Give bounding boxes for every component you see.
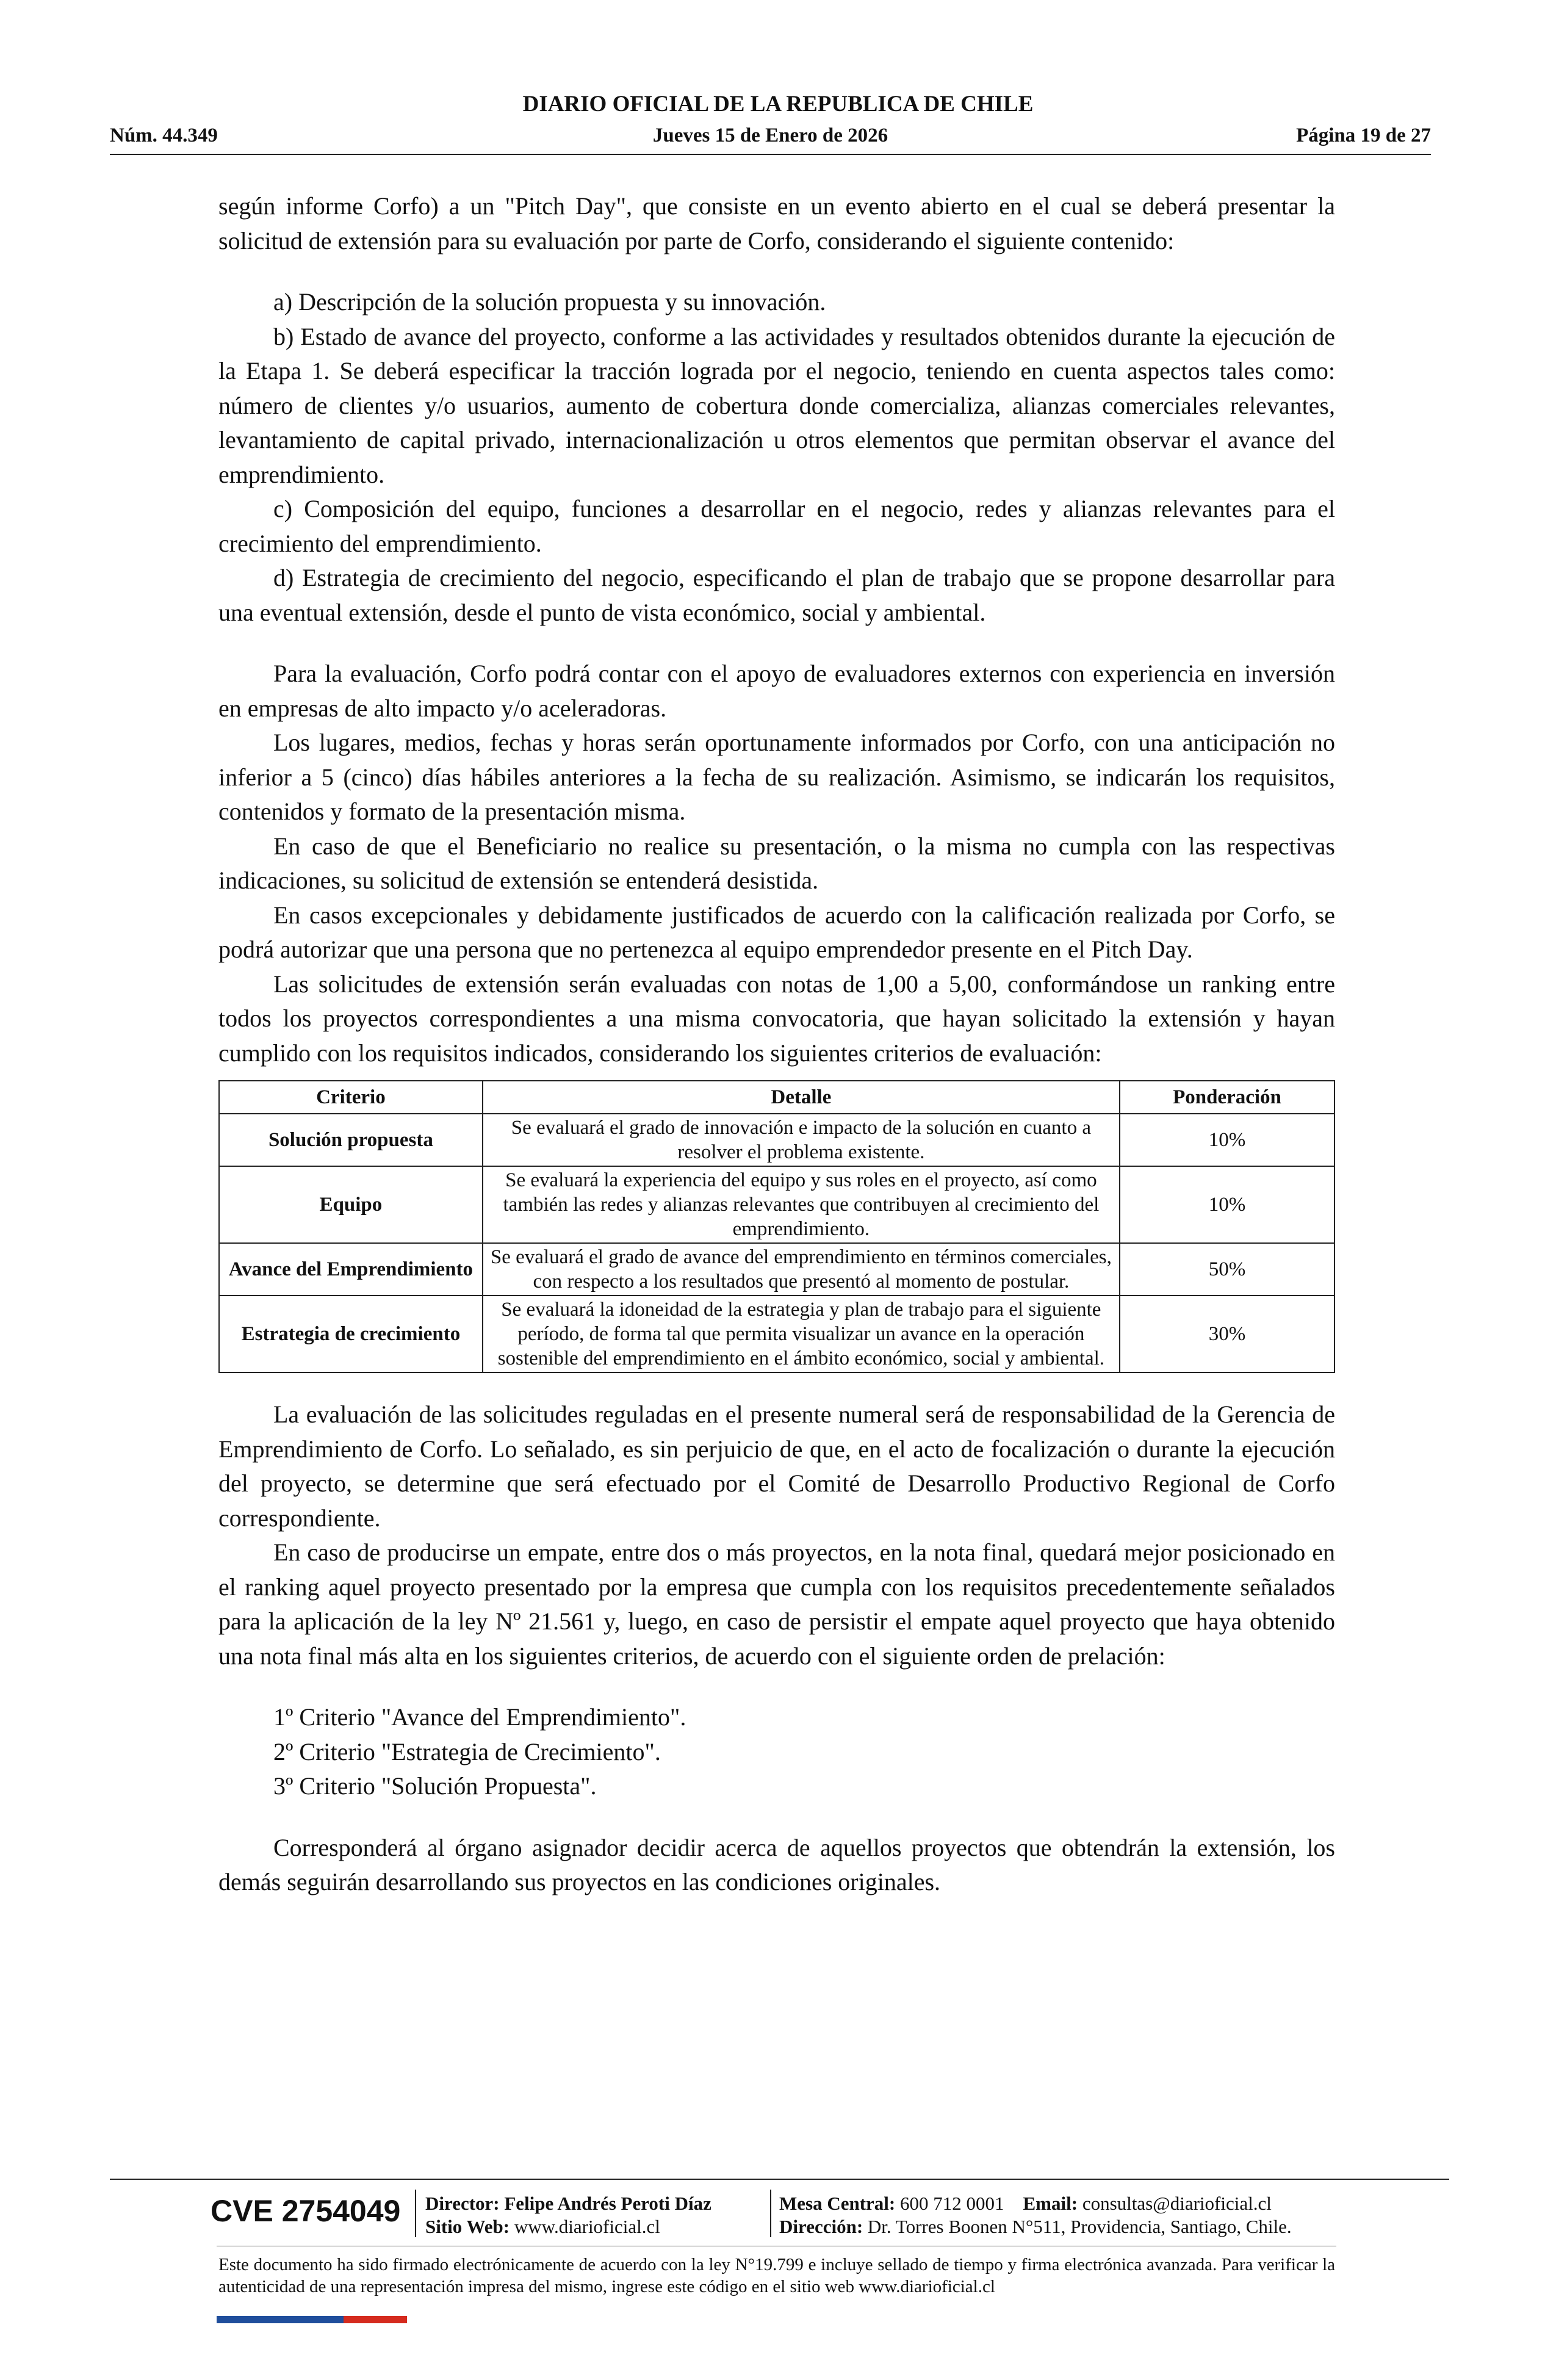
- phone-label: Mesa Central:: [779, 2193, 896, 2214]
- content-item-b: b) Estado de avance del proyecto, conforme a las actividades y resultados obtenidos durante la ejecución de la Etapa 1. Se deberá especificar la tracción lograda por el negocio, teniendo en cuenta aspectos tales como: número de clientes y/o usuarios, aumento de cobertura donde comercializa, alianzas comerciales relevantes, levantamiento de capital privado, internacionalización u otros elementos que permitan observar el avance del emprendimiento.: [218, 322, 1335, 488]
- address-text: Dr. Torres Boonen N°511, Providencia, Santiago, Chile.: [867, 2216, 1292, 2237]
- footer-contact-block: [779, 2192, 1292, 2238]
- detalle-cell: Se evaluará la idoneidad de la estrategia y plan de trabajo para el siguiente período, de forma tal que permita visualizar un avance en la operación sostenible del emprendimiento en el ámbito económico, social y ambiental.: [483, 1296, 1120, 1372]
- footer-separator: [415, 2190, 416, 2237]
- detalle-cell: Se evaluará el grado de innovación e impacto de la solución en cuanto a resolver el problema existente.: [483, 1114, 1120, 1166]
- detalle-cell: Se evaluará la experiencia del equipo y sus roles en el proyecto, así como también las redes y alianzas relevantes que contribuyen al crecimiento del emprendimiento.: [483, 1166, 1120, 1243]
- footer-divider: [110, 2179, 1449, 2180]
- criterio-cell: Equipo: [219, 1166, 483, 1243]
- criterio-cell: Avance del Emprendimiento: [219, 1243, 483, 1296]
- paragraph: Para la evaluación, Corfo podrá contar con el apoyo de evaluadores externos con experiencia en inversión en empresas de alto impacto y/o aceleradoras.: [218, 660, 1335, 722]
- footer-separator: [770, 2190, 771, 2237]
- issue-date: Jueves 15 de Enero de 2026: [652, 124, 888, 146]
- table-header-row: [219, 1081, 1334, 1114]
- phone-number: 600 712 0001: [900, 2193, 1004, 2214]
- content-item-a: a) Descripción de la solución propuesta y su innovación.: [273, 288, 826, 316]
- flag-stripe-blue: [280, 2316, 344, 2323]
- header-row: [110, 121, 1431, 150]
- content-item-d: d) Estrategia de crecimiento del negocio, especificando el plan de trabajo que se propone desarrollar para una eventual extensión, desde el punto de vista económico, social y ambiental.: [218, 564, 1335, 626]
- ponderacion-cell: 10%: [1120, 1166, 1334, 1243]
- newspaper-title: DIARIO OFICIAL DE LA REPUBLICA DE CHILE: [522, 92, 1034, 117]
- paragraph: En caso de que el Beneficiario no realice su presentación, o la misma no cumpla con las respectivas indicaciones, su solicitud de extensión se entenderá desistida.: [218, 832, 1335, 894]
- website-link[interactable]: www.diarioficial.cl: [514, 2216, 660, 2237]
- paragraph: Los lugares, medios, fechas y horas serán oportunamente informados por Corfo, con una anticipación no inferior a 5 (cinco) días hábiles anteriores a la fecha de su realización. Asimismo, se indicarán los requisitos, contenidos y formato de la presentación misma.: [218, 729, 1335, 825]
- ponderacion-cell: 10%: [1120, 1114, 1334, 1166]
- intro-paragraph: según informe Corfo) a un "Pitch Day", que consiste en un evento abierto en el cual se deberá presentar la solicitud de extensión para su evaluación por parte de Corfo, considerando el siguiente contenido:: [218, 192, 1335, 254]
- table-row: [219, 1243, 1334, 1296]
- priority-item: 3º Criterio "Solución Propuesta".: [273, 1772, 597, 1800]
- paragraph: En caso de producirse un empate, entre dos o más proyectos, en la nota final, quedará mejor posicionado en el ranking aquel proyecto presentado por la empresa que cumpla con los requisitos precedentemente señalados para la aplicación de la ley Nº 21.561 y, luego, en caso de persistir el empate aquel proyecto que haya obtenido una nota final más alta en los siguientes criterios, de acuerdo con el siguiente orden de prelación:: [218, 1538, 1335, 1670]
- cve-code: CVE 2754049: [211, 2194, 401, 2228]
- column-header-ponderacion: Ponderación: [1120, 1081, 1334, 1114]
- content-item-c: c) Composición del equipo, funciones a desarrollar en el negocio, redes y alianzas relevantes para el crecimiento del emprendimiento.: [218, 495, 1335, 557]
- address-label: Dirección:: [779, 2216, 863, 2237]
- priority-item: 1º Criterio "Avance del Emprendimiento".: [273, 1703, 686, 1731]
- evaluation-criteria-table: [218, 1080, 1335, 1373]
- ponderacion-cell: 50%: [1120, 1243, 1334, 1296]
- flag-stripe-red: [344, 2316, 407, 2323]
- header-divider: [110, 154, 1431, 155]
- criterio-cell: Estrategia de crecimiento: [219, 1296, 483, 1372]
- detalle-cell: Se evaluará el grado de avance del emprendimiento en términos comerciales, con respecto a los resultados que presentó al momento de postular.: [483, 1243, 1120, 1296]
- issue-number: Núm. 44.349: [110, 124, 218, 146]
- table-row: [219, 1166, 1334, 1243]
- paragraph: La evaluación de las solicitudes reguladas en el presente numeral será de responsabilidad de la Gerencia de Emprendimiento de Corfo. Lo señalado, es sin perjuicio de que, en el acto de focalización o durante la ejecución del proyecto, se determine que será efectuado por el Comité de Desarrollo Productivo Regional de Corfo correspondiente.: [218, 1401, 1335, 1532]
- priority-item: 2º Criterio "Estrategia de Crecimiento".: [273, 1737, 661, 1765]
- criterio-cell: Solución propuesta: [219, 1114, 483, 1166]
- paragraph: En casos excepcionales y debidamente justificados de acuerdo con la calificación realizada por Corfo, se podrá autorizar que una persona que no pertenezca al equipo emprendedor presente en el Pitch Day.: [218, 901, 1335, 963]
- column-header-detalle: Detalle: [483, 1081, 1120, 1114]
- flag-stripe-blue: [217, 2316, 280, 2323]
- website-label: Sitio Web:: [425, 2216, 510, 2237]
- closing-paragraph: Corresponderá al órgano asignador decidir acerca de aquellos proyectos que obtendrán la extensión, los demás seguirán desarrollando sus proyectos en las condiciones originales.: [218, 1833, 1335, 1895]
- document-body: [218, 189, 1335, 1900]
- director-label: Director:: [425, 2193, 500, 2214]
- email-link[interactable]: consultas@diarioficial.cl: [1082, 2193, 1272, 2214]
- email-label: Email:: [1023, 2193, 1078, 2214]
- chilean-flag-stripe: [217, 2316, 407, 2323]
- electronic-signature-note: Este documento ha sido firmado electrónicamente de acuerdo con la ley N°19.799 e incluye sellado de tiempo y firma electrónica avanzada. Para verificar la autenticidad de una representación impresa del mismo, ingrese este código en el sitio web www.diarioficial.cl: [218, 2255, 1335, 2296]
- column-header-criterio: Criterio: [219, 1081, 483, 1114]
- table-row: [219, 1296, 1334, 1372]
- ponderacion-cell: 30%: [1120, 1296, 1334, 1372]
- page-number: Página 19 de 27: [1296, 124, 1431, 146]
- table-row: [219, 1114, 1334, 1166]
- director-name: Felipe Andrés Peroti Díaz: [504, 2193, 711, 2214]
- footer-director-block: [425, 2192, 711, 2238]
- paragraph: Las solicitudes de extensión serán evaluadas con notas de 1,00 a 5,00, conformándose un ranking entre todos los proyectos correspondientes a una misma convocatoria, que hayan solicitado la extensión y hayan cumplido con los requisitos indicados, considerando los siguientes criterios de evaluación:: [218, 970, 1335, 1067]
